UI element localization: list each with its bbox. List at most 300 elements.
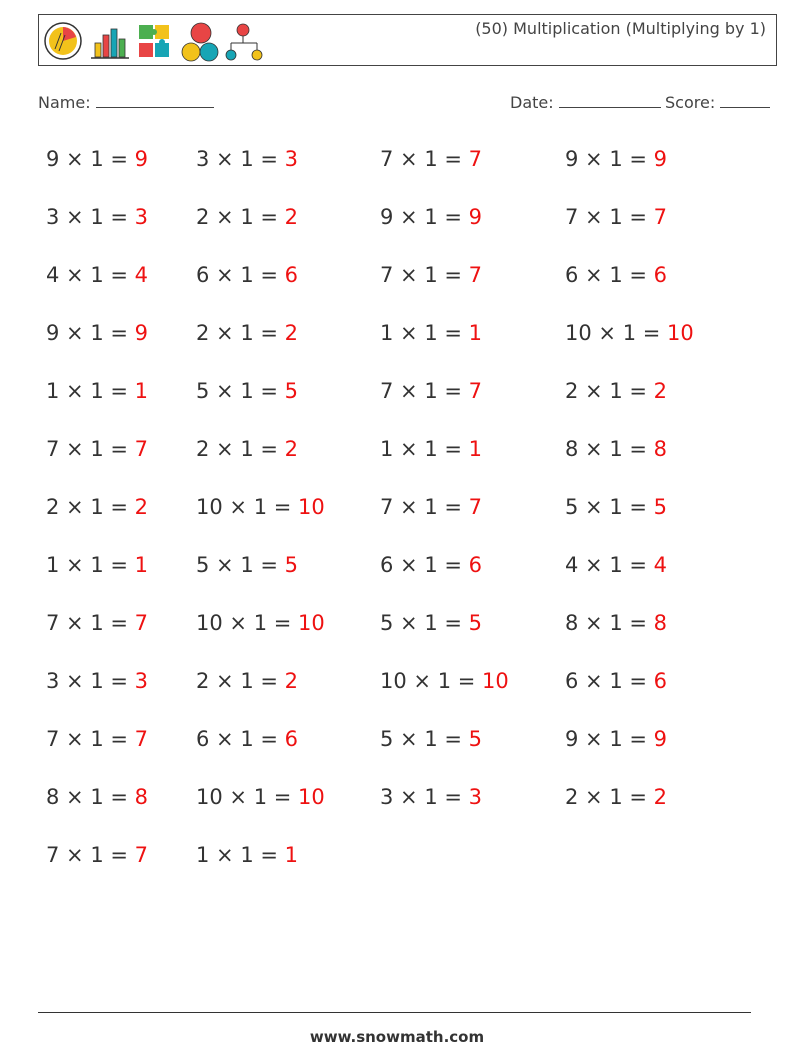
equals-sign: = bbox=[267, 611, 299, 635]
problem-item bbox=[196, 147, 298, 171]
problem-item bbox=[565, 611, 667, 635]
problem-item bbox=[46, 611, 148, 635]
factor-b: 1 bbox=[240, 727, 254, 751]
answer: 6 bbox=[653, 263, 668, 287]
problem-item bbox=[565, 727, 667, 751]
times-sign: × bbox=[578, 495, 610, 519]
equals-sign: = bbox=[437, 205, 469, 229]
equals-sign: = bbox=[622, 495, 654, 519]
factor-b: 1 bbox=[424, 379, 438, 403]
problem-item bbox=[46, 785, 148, 809]
factor-a: 6 bbox=[565, 263, 579, 287]
equals-sign: = bbox=[437, 263, 469, 287]
problem-item bbox=[380, 379, 482, 403]
problem-item bbox=[380, 437, 482, 461]
factor-a: 9 bbox=[380, 205, 394, 229]
times-sign: × bbox=[393, 611, 425, 635]
tree-diagram-icon bbox=[226, 24, 262, 60]
problem-item bbox=[196, 843, 298, 867]
equals-sign: = bbox=[253, 321, 285, 345]
times-sign: × bbox=[59, 611, 91, 635]
times-sign: × bbox=[393, 147, 425, 171]
equals-sign: = bbox=[437, 785, 469, 809]
equals-sign: = bbox=[437, 147, 469, 171]
equals-sign: = bbox=[437, 379, 469, 403]
factor-a: 10 bbox=[565, 321, 592, 345]
problem-item bbox=[380, 495, 482, 519]
factor-a: 10 bbox=[196, 611, 223, 635]
answer: 8 bbox=[653, 611, 668, 635]
problem-item bbox=[46, 437, 148, 461]
problem-item bbox=[380, 147, 482, 171]
equals-sign: = bbox=[253, 727, 285, 751]
equals-sign: = bbox=[622, 611, 654, 635]
factor-a: 2 bbox=[196, 437, 210, 461]
times-sign: × bbox=[59, 553, 91, 577]
factor-b: 1 bbox=[240, 553, 254, 577]
factor-a: 3 bbox=[46, 669, 60, 693]
times-sign: × bbox=[393, 553, 425, 577]
equals-sign: = bbox=[103, 727, 135, 751]
date-line[interactable] bbox=[559, 93, 661, 108]
answer: 9 bbox=[653, 727, 668, 751]
factor-b: 1 bbox=[609, 495, 623, 519]
score-field[interactable] bbox=[665, 93, 770, 112]
times-sign: × bbox=[393, 379, 425, 403]
problem-item bbox=[46, 147, 148, 171]
answer: 3 bbox=[284, 147, 299, 171]
times-sign: × bbox=[209, 379, 241, 403]
factor-a: 8 bbox=[565, 611, 579, 635]
factor-a: 7 bbox=[46, 611, 60, 635]
name-line[interactable] bbox=[96, 93, 214, 108]
answer: 2 bbox=[653, 785, 668, 809]
answer: 10 bbox=[482, 669, 509, 693]
factor-b: 1 bbox=[90, 379, 104, 403]
factor-a: 7 bbox=[565, 205, 579, 229]
answer: 1 bbox=[284, 843, 299, 867]
factor-a: 2 bbox=[196, 669, 210, 693]
answer: 9 bbox=[653, 147, 668, 171]
times-sign: × bbox=[209, 843, 241, 867]
answer: 9 bbox=[134, 147, 149, 171]
factor-b: 1 bbox=[240, 147, 254, 171]
factor-a: 1 bbox=[46, 553, 60, 577]
equals-sign: = bbox=[103, 843, 135, 867]
name-field[interactable] bbox=[38, 93, 214, 112]
factor-b: 1 bbox=[437, 669, 452, 693]
score-line[interactable] bbox=[720, 93, 770, 108]
equals-sign: = bbox=[622, 669, 654, 693]
problem-item bbox=[565, 147, 667, 171]
times-sign: × bbox=[59, 437, 91, 461]
worksheet-header bbox=[38, 14, 777, 66]
factor-b: 1 bbox=[609, 147, 623, 171]
factor-b: 1 bbox=[90, 553, 104, 577]
factor-a: 10 bbox=[196, 785, 223, 809]
times-sign: × bbox=[209, 437, 241, 461]
times-sign: × bbox=[578, 669, 610, 693]
equals-sign: = bbox=[622, 379, 654, 403]
times-sign: × bbox=[59, 147, 91, 171]
problem-item bbox=[380, 321, 482, 345]
factor-a: 2 bbox=[196, 205, 210, 229]
equals-sign: = bbox=[622, 147, 654, 171]
factor-a: 2 bbox=[196, 321, 210, 345]
equals-sign: = bbox=[267, 495, 299, 519]
problem-item bbox=[565, 495, 667, 519]
factor-a: 7 bbox=[46, 727, 60, 751]
problem-item bbox=[196, 379, 298, 403]
equals-sign: = bbox=[267, 785, 299, 809]
factor-b: 1 bbox=[609, 379, 623, 403]
equals-sign: = bbox=[253, 437, 285, 461]
factor-b: 1 bbox=[90, 437, 104, 461]
answer: 2 bbox=[284, 437, 299, 461]
answer: 7 bbox=[134, 727, 149, 751]
times-sign: × bbox=[393, 205, 425, 229]
factor-b: 1 bbox=[609, 263, 623, 287]
footer-divider bbox=[38, 1012, 751, 1013]
factor-a: 8 bbox=[565, 437, 579, 461]
problem-item bbox=[565, 321, 694, 345]
equals-sign: = bbox=[437, 553, 469, 577]
factor-b: 1 bbox=[424, 727, 438, 751]
factor-a: 2 bbox=[565, 785, 579, 809]
factor-a: 4 bbox=[46, 263, 60, 287]
problem-item bbox=[196, 611, 325, 635]
times-sign: × bbox=[578, 611, 610, 635]
times-sign: × bbox=[578, 147, 610, 171]
factor-a: 9 bbox=[46, 147, 60, 171]
factor-a: 1 bbox=[380, 437, 394, 461]
answer: 5 bbox=[284, 553, 299, 577]
problem-item bbox=[46, 553, 148, 577]
answer: 8 bbox=[653, 437, 668, 461]
problem-item bbox=[46, 843, 148, 867]
problem-item bbox=[380, 727, 482, 751]
factor-b: 1 bbox=[609, 205, 623, 229]
times-sign: × bbox=[393, 263, 425, 287]
factor-b: 1 bbox=[240, 669, 254, 693]
factor-a: 7 bbox=[46, 843, 60, 867]
answer: 5 bbox=[284, 379, 299, 403]
problem-item bbox=[565, 205, 667, 229]
factor-b: 1 bbox=[609, 437, 623, 461]
problem-item bbox=[565, 263, 667, 287]
factor-b: 1 bbox=[424, 553, 438, 577]
problem-item bbox=[565, 669, 667, 693]
problem-item bbox=[196, 785, 325, 809]
factor-a: 7 bbox=[380, 147, 394, 171]
factor-b: 1 bbox=[90, 147, 104, 171]
factor-b: 1 bbox=[90, 495, 104, 519]
answer: 4 bbox=[134, 263, 149, 287]
answer: 5 bbox=[468, 727, 483, 751]
equals-sign: = bbox=[622, 553, 654, 577]
times-sign: × bbox=[406, 669, 438, 693]
times-sign: × bbox=[59, 205, 91, 229]
answer: 1 bbox=[468, 437, 483, 461]
factor-b: 1 bbox=[240, 205, 254, 229]
factor-a: 2 bbox=[46, 495, 60, 519]
times-sign: × bbox=[578, 727, 610, 751]
factor-a: 5 bbox=[565, 495, 579, 519]
factor-b: 1 bbox=[609, 669, 623, 693]
times-sign: × bbox=[222, 495, 254, 519]
score-label: Score: bbox=[665, 93, 716, 112]
equals-sign: = bbox=[437, 321, 469, 345]
factor-b: 1 bbox=[240, 379, 254, 403]
equals-sign: = bbox=[437, 437, 469, 461]
factor-a: 7 bbox=[380, 495, 394, 519]
problem-item bbox=[565, 553, 667, 577]
equals-sign: = bbox=[103, 785, 135, 809]
answer: 3 bbox=[134, 669, 149, 693]
answer: 9 bbox=[468, 205, 483, 229]
factor-a: 3 bbox=[196, 147, 210, 171]
problem-item bbox=[380, 263, 482, 287]
answer: 4 bbox=[653, 553, 668, 577]
answer: 2 bbox=[134, 495, 149, 519]
times-sign: × bbox=[59, 727, 91, 751]
factor-a: 9 bbox=[565, 147, 579, 171]
times-sign: × bbox=[209, 205, 241, 229]
factor-a: 9 bbox=[46, 321, 60, 345]
factor-b: 1 bbox=[253, 611, 268, 635]
equals-sign: = bbox=[622, 437, 654, 461]
times-sign: × bbox=[578, 263, 610, 287]
problem-item bbox=[565, 785, 667, 809]
answer: 6 bbox=[468, 553, 483, 577]
factor-b: 1 bbox=[424, 495, 438, 519]
equals-sign: = bbox=[622, 205, 654, 229]
answer: 2 bbox=[284, 669, 299, 693]
factor-a: 10 bbox=[196, 495, 223, 519]
answer: 6 bbox=[284, 263, 299, 287]
equals-sign: = bbox=[103, 669, 135, 693]
answer: 7 bbox=[468, 263, 483, 287]
times-sign: × bbox=[591, 321, 623, 345]
problem-item bbox=[46, 321, 148, 345]
equals-sign: = bbox=[103, 205, 135, 229]
factor-b: 1 bbox=[240, 263, 254, 287]
equals-sign: = bbox=[103, 495, 135, 519]
equals-sign: = bbox=[437, 727, 469, 751]
factor-a: 3 bbox=[46, 205, 60, 229]
factor-b: 1 bbox=[90, 263, 104, 287]
factor-b: 1 bbox=[424, 263, 438, 287]
problem-item bbox=[196, 669, 298, 693]
factor-b: 1 bbox=[424, 785, 438, 809]
equals-sign: = bbox=[622, 785, 654, 809]
factor-a: 4 bbox=[565, 553, 579, 577]
factor-a: 1 bbox=[46, 379, 60, 403]
factor-a: 7 bbox=[380, 263, 394, 287]
problem-item bbox=[196, 263, 298, 287]
times-sign: × bbox=[578, 437, 610, 461]
problem-item bbox=[565, 379, 667, 403]
factor-b: 1 bbox=[424, 611, 438, 635]
equals-sign: = bbox=[437, 495, 469, 519]
problem-item bbox=[380, 785, 482, 809]
pie-chart-icon bbox=[45, 23, 81, 59]
equals-sign: = bbox=[253, 843, 285, 867]
factor-b: 1 bbox=[90, 785, 104, 809]
answer: 10 bbox=[298, 611, 325, 635]
equals-sign: = bbox=[103, 321, 135, 345]
problem-item bbox=[46, 727, 148, 751]
times-sign: × bbox=[393, 785, 425, 809]
problem-item bbox=[380, 611, 482, 635]
factor-b: 1 bbox=[90, 321, 104, 345]
name-label: Name: bbox=[38, 93, 91, 112]
circles-icon bbox=[182, 23, 218, 61]
factor-b: 1 bbox=[609, 785, 623, 809]
answer: 7 bbox=[468, 495, 483, 519]
factor-b: 1 bbox=[253, 785, 268, 809]
factor-b: 1 bbox=[424, 437, 438, 461]
answer: 5 bbox=[468, 611, 483, 635]
factor-a: 8 bbox=[46, 785, 60, 809]
times-sign: × bbox=[59, 263, 91, 287]
times-sign: × bbox=[578, 205, 610, 229]
problem-item bbox=[196, 553, 298, 577]
times-sign: × bbox=[59, 785, 91, 809]
times-sign: × bbox=[578, 785, 610, 809]
answer: 7 bbox=[468, 379, 483, 403]
answer: 10 bbox=[298, 495, 325, 519]
times-sign: × bbox=[59, 843, 91, 867]
answer: 8 bbox=[134, 785, 149, 809]
factor-a: 6 bbox=[196, 263, 210, 287]
bar-chart-icon bbox=[91, 29, 129, 58]
answer: 7 bbox=[134, 611, 149, 635]
times-sign: × bbox=[209, 147, 241, 171]
answer: 7 bbox=[134, 843, 149, 867]
factor-b: 1 bbox=[90, 611, 104, 635]
date-label: Date: bbox=[510, 93, 554, 112]
worksheet-title: (50) Multiplication (Multiplying by 1) bbox=[475, 19, 766, 38]
factor-b: 1 bbox=[609, 611, 623, 635]
equals-sign: = bbox=[103, 147, 135, 171]
equals-sign: = bbox=[253, 147, 285, 171]
equals-sign: = bbox=[451, 669, 483, 693]
factor-a: 5 bbox=[380, 727, 394, 751]
answer: 9 bbox=[134, 321, 149, 345]
factor-b: 1 bbox=[622, 321, 637, 345]
factor-b: 1 bbox=[424, 321, 438, 345]
problem-item bbox=[46, 263, 148, 287]
problem-item bbox=[380, 669, 509, 693]
answer: 3 bbox=[468, 785, 483, 809]
times-sign: × bbox=[59, 495, 91, 519]
equals-sign: = bbox=[103, 263, 135, 287]
answer: 1 bbox=[468, 321, 483, 345]
times-sign: × bbox=[578, 379, 610, 403]
factor-a: 2 bbox=[565, 379, 579, 403]
times-sign: × bbox=[59, 321, 91, 345]
equals-sign: = bbox=[622, 263, 654, 287]
answer: 2 bbox=[284, 205, 299, 229]
factor-b: 1 bbox=[424, 205, 438, 229]
factor-b: 1 bbox=[240, 321, 254, 345]
answer: 6 bbox=[653, 669, 668, 693]
answer: 6 bbox=[284, 727, 299, 751]
factor-b: 1 bbox=[424, 147, 438, 171]
problem-item bbox=[380, 553, 482, 577]
times-sign: × bbox=[393, 727, 425, 751]
footer-site: www.snowmath.com bbox=[309, 1028, 485, 1046]
answer: 10 bbox=[298, 785, 325, 809]
times-sign: × bbox=[222, 785, 254, 809]
problem-item bbox=[380, 205, 482, 229]
answer: 1 bbox=[134, 553, 149, 577]
factor-a: 1 bbox=[196, 843, 210, 867]
snowmath-logo bbox=[43, 19, 283, 63]
times-sign: × bbox=[209, 263, 241, 287]
equals-sign: = bbox=[253, 263, 285, 287]
answer: 10 bbox=[667, 321, 694, 345]
equals-sign: = bbox=[622, 727, 654, 751]
factor-b: 1 bbox=[240, 843, 254, 867]
problem-item bbox=[196, 321, 298, 345]
times-sign: × bbox=[209, 669, 241, 693]
factor-b: 1 bbox=[240, 437, 254, 461]
answer: 1 bbox=[134, 379, 149, 403]
times-sign: × bbox=[209, 321, 241, 345]
equals-sign: = bbox=[636, 321, 668, 345]
factor-a: 6 bbox=[196, 727, 210, 751]
answer: 7 bbox=[134, 437, 149, 461]
times-sign: × bbox=[209, 727, 241, 751]
factor-a: 5 bbox=[196, 553, 210, 577]
times-sign: × bbox=[222, 611, 254, 635]
factor-b: 1 bbox=[90, 727, 104, 751]
factor-a: 6 bbox=[565, 669, 579, 693]
equals-sign: = bbox=[253, 379, 285, 403]
problem-item bbox=[46, 669, 148, 693]
factor-a: 5 bbox=[196, 379, 210, 403]
answer: 2 bbox=[653, 379, 668, 403]
problem-item bbox=[196, 727, 298, 751]
problem-item bbox=[46, 205, 148, 229]
times-sign: × bbox=[578, 553, 610, 577]
problem-item bbox=[46, 495, 148, 519]
answer: 5 bbox=[653, 495, 668, 519]
date-field[interactable] bbox=[510, 93, 661, 112]
problem-item bbox=[46, 379, 148, 403]
answer: 3 bbox=[134, 205, 149, 229]
equals-sign: = bbox=[253, 553, 285, 577]
factor-a: 9 bbox=[565, 727, 579, 751]
problem-item bbox=[196, 437, 298, 461]
equals-sign: = bbox=[103, 437, 135, 461]
factor-b: 1 bbox=[90, 205, 104, 229]
times-sign: × bbox=[209, 553, 241, 577]
times-sign: × bbox=[59, 669, 91, 693]
puzzle-icon bbox=[139, 25, 169, 57]
factor-a: 10 bbox=[380, 669, 407, 693]
times-sign: × bbox=[393, 321, 425, 345]
factor-b: 1 bbox=[90, 669, 104, 693]
factor-a: 7 bbox=[46, 437, 60, 461]
factor-b: 1 bbox=[609, 727, 623, 751]
problem-item bbox=[196, 205, 298, 229]
factor-b: 1 bbox=[90, 843, 104, 867]
factor-a: 5 bbox=[380, 611, 394, 635]
times-sign: × bbox=[393, 437, 425, 461]
